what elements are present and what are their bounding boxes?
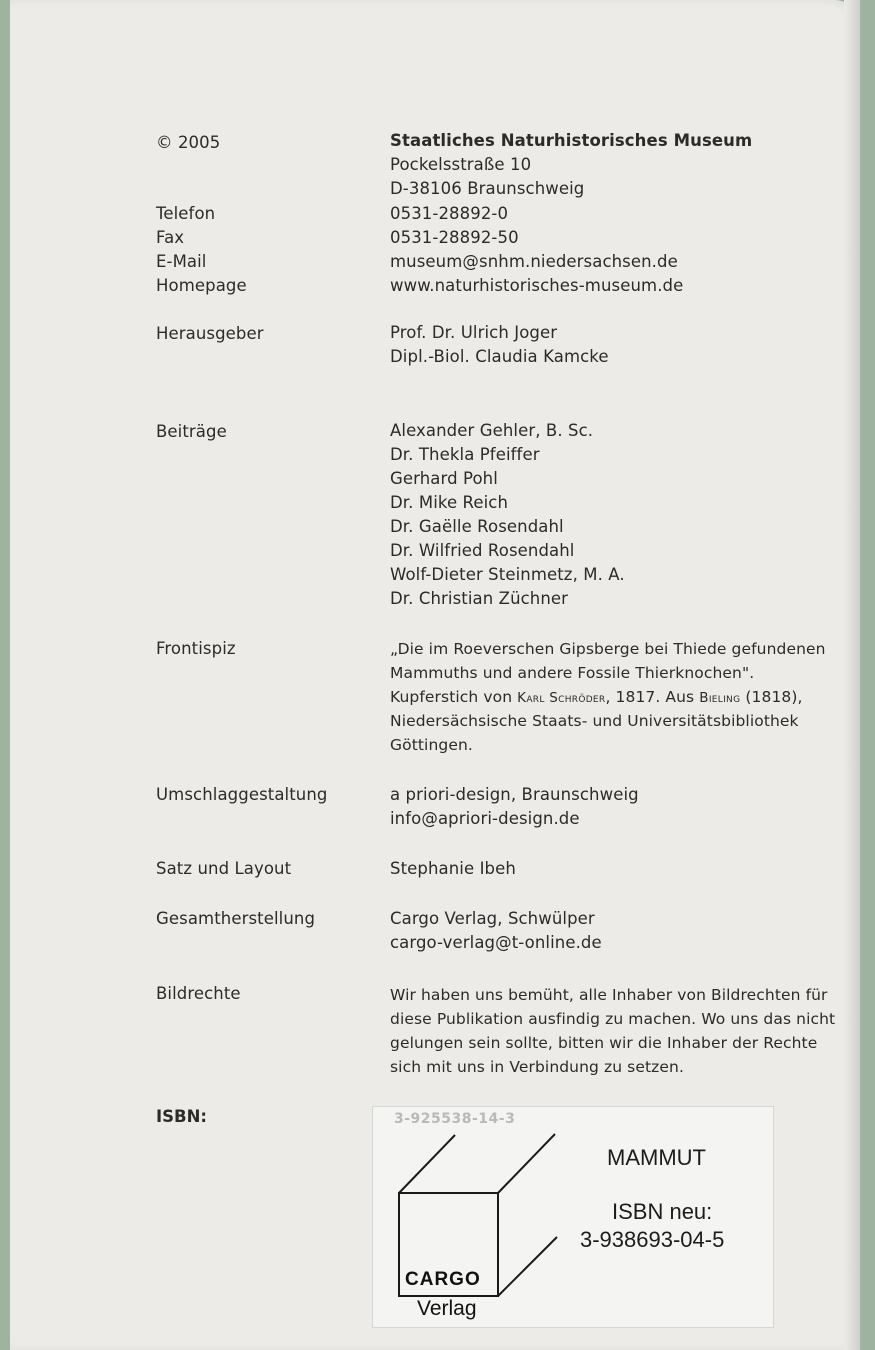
contributor-name: Wolf-Dieter Steinmetz, M. A.: [390, 565, 625, 584]
cargo-box-icon: [395, 1130, 565, 1320]
fax-value: 0531-28892-50: [390, 228, 519, 247]
homepage-value: www.naturhistorisches-museum.de: [390, 276, 684, 295]
frontispiz-line: Mammuths und andere Fossile Thierknochen".: [390, 664, 755, 682]
telefon-label: Telefon: [156, 204, 216, 223]
frontispiz-label: Frontispiz: [156, 639, 236, 658]
new-isbn-label: ISBN neu:: [612, 1199, 713, 1224]
copyright-year: © 2005: [156, 133, 221, 152]
satz-label: Satz und Layout: [156, 859, 292, 878]
umschlag-label: Umschlaggestaltung: [156, 785, 328, 804]
engraver-name: Karl Schröder: [517, 690, 606, 706]
frontispiz-line: [390, 685, 803, 710]
old-isbn-number: 3-925538-14-3: [394, 1111, 516, 1127]
contributor-name: Alexander Gehler, B. Sc.: [390, 421, 594, 440]
frontispiz-text: , 1817. Aus: [605, 688, 700, 706]
publisher-city: D-38106 Braunschweig: [390, 179, 585, 198]
source-author: Bieling: [699, 690, 741, 706]
beitraege-label: Beiträge: [156, 422, 227, 441]
frontispiz-line: Niedersächsische Staats- und Universitätsbibliothek: [390, 712, 799, 730]
contributor-name: Dr. Christian Züchner: [390, 589, 569, 608]
publisher-name: Staatliches Naturhistorisches Museum: [390, 131, 753, 150]
homepage-label: Homepage: [156, 276, 247, 295]
frontispiz-text: Kupferstich von: [390, 688, 518, 706]
email-label: E-Mail: [156, 252, 207, 271]
fax-label: Fax: [156, 228, 185, 247]
logo-word-cargo: CARGO: [405, 1269, 481, 1290]
umschlag-line: info@apriori-design.de: [390, 809, 580, 828]
email-value: museum@snhm.niedersachsen.de: [390, 252, 678, 271]
bildrechte-line: Wir haben uns bemüht, alle Inhaber von Bildrechten für: [390, 986, 828, 1004]
contributor-name: Dr. Wilfried Rosendahl: [390, 541, 575, 560]
satz-value: Stephanie Ibeh: [390, 859, 516, 878]
page-edge: [844, 0, 860, 1350]
gesamt-line: Cargo Verlag, Schwülper: [390, 909, 595, 928]
contributor-name: Dr. Thekla Pfeiffer: [390, 445, 540, 464]
herausgeber-name: Dipl.-Biol. Claudia Kamcke: [390, 347, 609, 366]
isbn-label: ISBN:: [156, 1107, 208, 1126]
frontispiz-text: (1818),: [740, 688, 803, 706]
umschlag-line: a priori-design, Braunschweig: [390, 785, 639, 804]
bildrechte-line: diese Publikation ausfindig zu machen. Wo uns das nicht: [390, 1010, 836, 1028]
bildrechte-line: gelungen sein sollte, bitten wir die Inhaber der Rechte: [390, 1034, 818, 1052]
frontispiz-line: „Die im Roeverschen Gipsberge bei Thiede gefundenen: [390, 640, 826, 658]
publisher-street: Pockelsstraße 10: [390, 155, 532, 174]
sticker-title: MAMMUT: [607, 1145, 706, 1170]
herausgeber-label: Herausgeber: [156, 324, 264, 343]
herausgeber-name: Prof. Dr. Ulrich Joger: [390, 323, 558, 342]
contributor-name: Dr. Mike Reich: [390, 493, 509, 512]
telefon-value: 0531-28892-0: [390, 204, 509, 223]
bildrechte-label: Bildrechte: [156, 984, 241, 1003]
frontispiz-line: Göttingen.: [390, 736, 473, 754]
contributor-name: Dr. Gaëlle Rosendahl: [390, 517, 564, 536]
new-isbn-number: 3-938693-04-5: [580, 1227, 725, 1252]
logo-word-verlag: Verlag: [417, 1297, 477, 1320]
gesamt-label: Gesamtherstellung: [156, 909, 316, 928]
gesamt-line: cargo-verlag@t-online.de: [390, 933, 602, 952]
contributor-name: Gerhard Pohl: [390, 469, 498, 488]
bildrechte-line: sich mit uns in Verbindung zu setzen.: [390, 1058, 684, 1076]
